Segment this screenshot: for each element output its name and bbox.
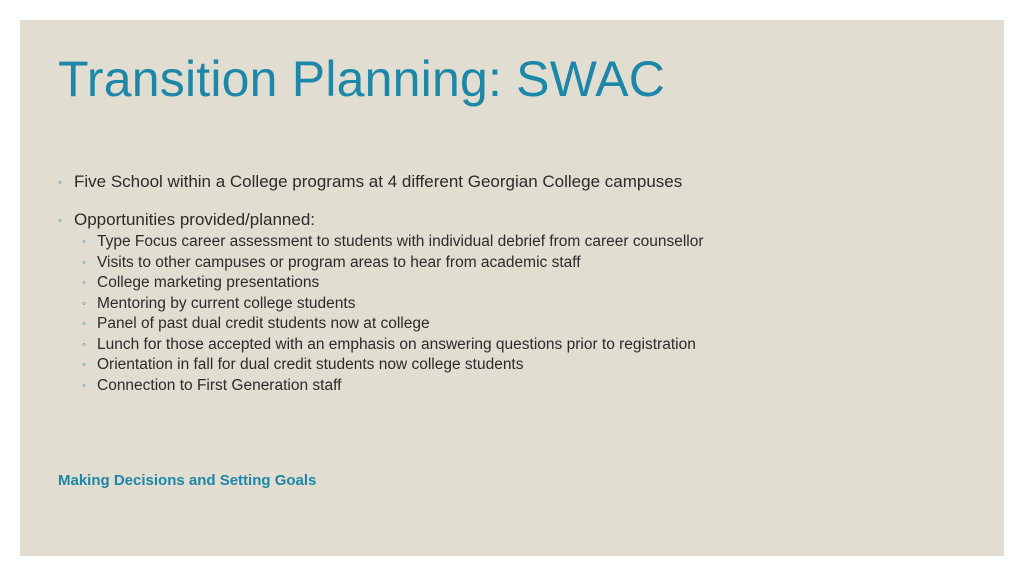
sub-bullet-item [82, 232, 978, 253]
slide-content [58, 170, 978, 396]
sub-bullet-item [82, 294, 978, 315]
sub-bullet-text: Visits to other campuses or program areas to hear from academic staff [97, 253, 581, 271]
sub-bullet-list [58, 232, 978, 396]
slide [20, 20, 1004, 556]
sub-bullet-item [82, 355, 978, 376]
sub-bullet-item [82, 335, 978, 356]
sub-bullet-text: Lunch for those accepted with an emphasis on answering questions prior to registration [97, 335, 696, 353]
sub-bullet-icon: ◦ [82, 359, 86, 371]
sub-bullet-icon: ◦ [82, 379, 86, 392]
sub-bullet-item [82, 273, 978, 294]
bullet-icon: ◦ [58, 175, 63, 189]
sub-bullet-icon: ◦ [82, 297, 86, 310]
bullet-text: Five School within a College programs at 4 different Georgian College campuses [74, 172, 683, 191]
sub-bullet-item [82, 376, 978, 397]
slide-title: Transition Planning: SWAC [58, 51, 666, 107]
sub-bullet-text: Mentoring by current college students [97, 294, 356, 312]
sub-bullet-text: Type Focus career assessment to students with individual debrief from career counsellor [97, 233, 704, 250]
sub-bullet-icon: ◦ [82, 338, 86, 351]
sub-bullet-text: Panel of past dual credit students now at college [97, 315, 430, 332]
sub-bullet-icon: ◦ [82, 277, 86, 289]
sub-bullet-item [82, 253, 978, 274]
bullet-item-opportunities [58, 208, 978, 232]
slide-footer: Making Decisions and Setting Goals [58, 472, 317, 489]
bullet-item-programs [58, 170, 978, 194]
sub-bullet-text: Orientation in fall for dual credit students now college students [97, 356, 524, 373]
sub-bullet-icon: ◦ [82, 318, 86, 330]
bullet-text: Opportunities provided/planned: [74, 210, 315, 229]
sub-bullet-icon: ◦ [82, 256, 86, 269]
bullet-icon: ◦ [58, 213, 63, 227]
sub-bullet-item [82, 314, 978, 335]
sub-bullet-text: College marketing presentations [97, 274, 320, 291]
sub-bullet-icon: ◦ [82, 236, 86, 248]
sub-bullet-text: Connection to First Generation staff [97, 376, 342, 394]
